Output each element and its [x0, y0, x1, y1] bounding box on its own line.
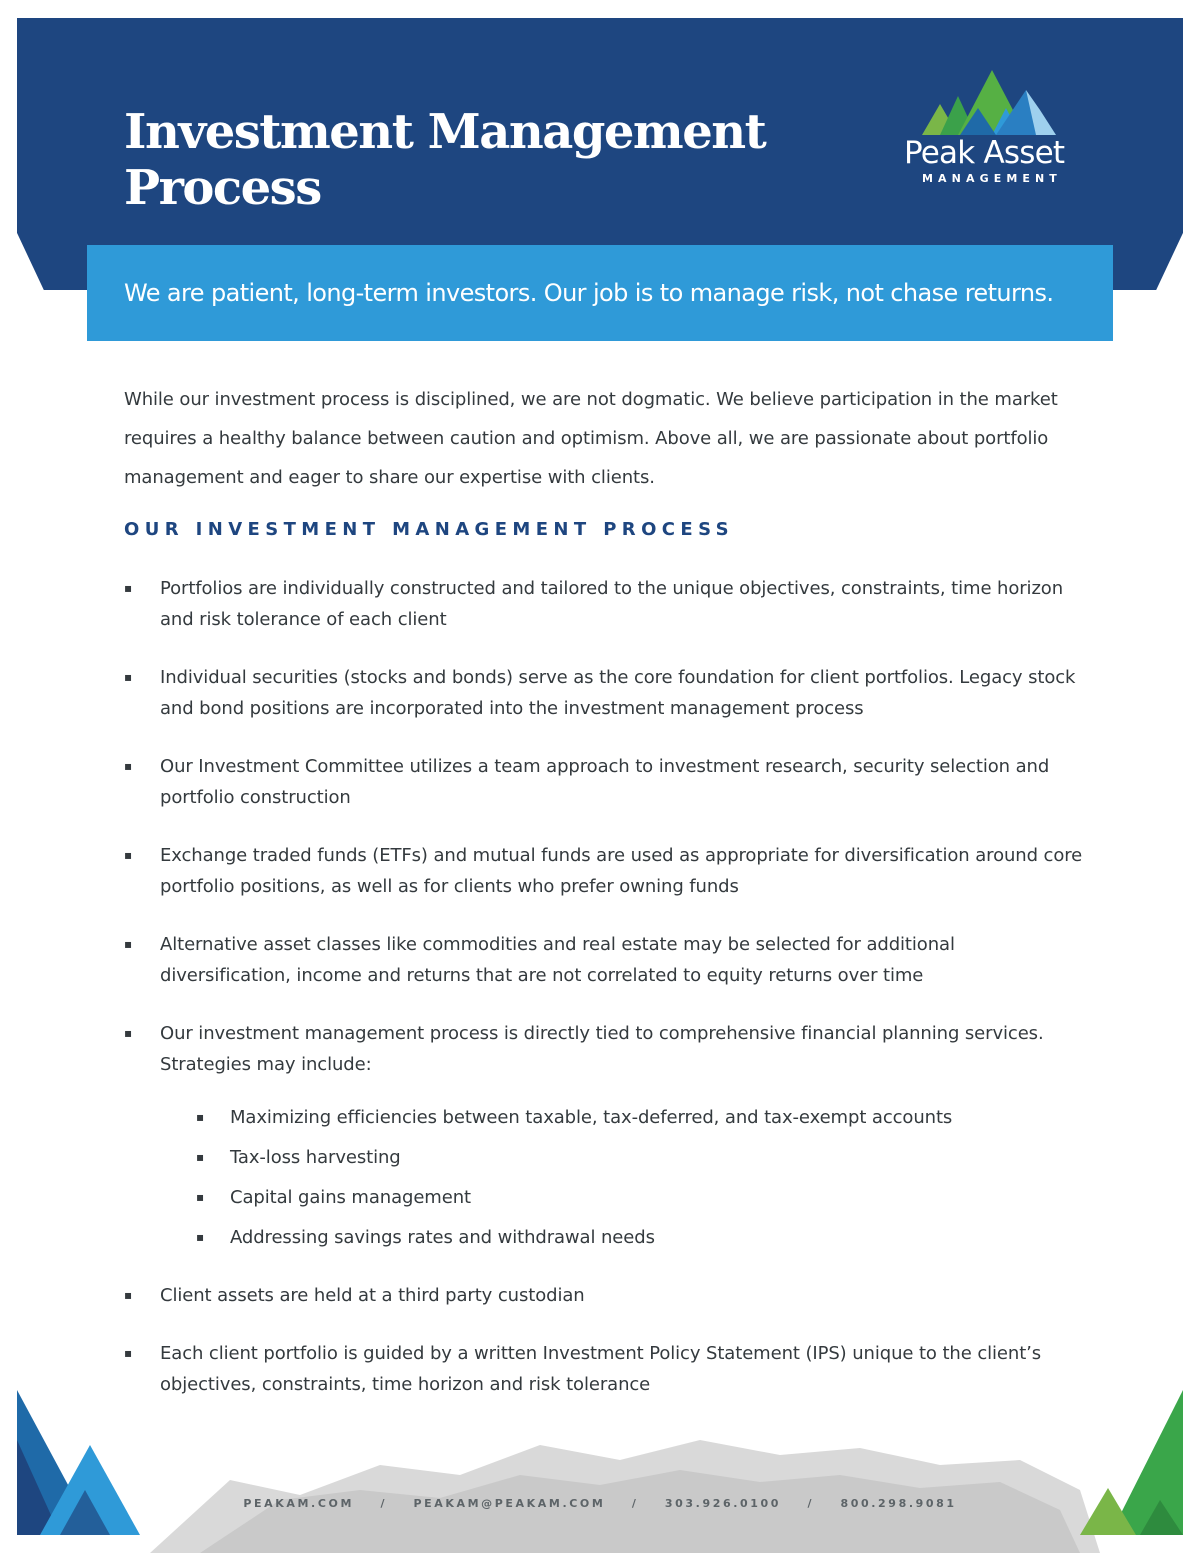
strategy-item-text: Maximizing efficiencies between taxable, tax-deferred, and tax-exempt accounts: [230, 1107, 953, 1128]
bullet-icon: ▪: [124, 581, 133, 595]
list-item-text: Our Investment Committee utilizes a team approach to investment research, security selection and portfolio construction: [160, 756, 1050, 808]
list-item-text: Portfolios are individually constructed and tailored to the unique objectives, constraints, time horizon and risk tolerance of each client: [160, 578, 1064, 630]
bullet-icon: ▪: [124, 1288, 133, 1302]
bullet-icon: ▪: [124, 670, 133, 684]
intro-paragraph: While our investment process is disciplined, we are not dogmatic. We believe participation in the market requires a healthy balance between caution and optimism. Above all, we are passionate about portfolio management and eager to share our expertise with clients.: [124, 389, 1058, 488]
list-item-text: Individual securities (stocks and bonds) serve as the core foundation for client portfolios. Legacy stock and bond positions are incorporated into the investment management process: [160, 667, 1076, 719]
logo-wordmark: Peak Asset: [904, 135, 1065, 171]
footer-contact: [0, 1497, 1200, 1510]
list-item-text: Our investment management process is directly tied to comprehensive financial planning services. Strategies may include:: [160, 1023, 1044, 1075]
strategy-item-text: Addressing savings rates and withdrawal needs: [230, 1227, 655, 1248]
section-heading: OUR INVESTMENT MANAGEMENT PROCESS: [124, 519, 734, 540]
page-title: [124, 104, 765, 216]
bullet-icon: ▪: [124, 848, 133, 862]
strategy-item-text: Tax-loss harvesting: [230, 1147, 401, 1168]
tagline-bar: [87, 245, 1113, 341]
footer-separator: /: [380, 1497, 388, 1510]
list-item-text: Client assets are held at a third party custodian: [160, 1285, 585, 1306]
process-bullet-list: [124, 573, 1084, 1427]
list-item: [124, 573, 1084, 635]
list-item: [124, 1018, 1084, 1253]
list-item-text: Exchange traded funds (ETFs) and mutual funds are used as appropriate for diversification around core portfolio positions, as well as for clients who prefer owning funds: [160, 845, 1083, 897]
bullet-icon: ▪: [124, 1346, 133, 1360]
footer-phone[interactable]: 800.298.9081: [840, 1497, 957, 1510]
footer-website[interactable]: PEAKAM.COM: [243, 1497, 354, 1510]
bullet-icon: ▪: [196, 1150, 205, 1164]
bullet-icon: ▪: [196, 1190, 205, 1204]
footer-separator: /: [807, 1497, 815, 1510]
bullet-icon: ▪: [124, 759, 133, 773]
tagline-text: We are patient, long-term investors. Our job is to manage risk, not chase returns.: [124, 279, 1054, 307]
bullet-icon: ▪: [124, 1026, 133, 1040]
page-title-line1: Investment Management: [124, 104, 766, 160]
logo-subtitle: MANAGEMENT: [922, 172, 1062, 185]
bullet-icon: ▪: [124, 937, 133, 951]
bullet-icon: ▪: [196, 1230, 205, 1244]
list-item-text: Each client portfolio is guided by a written Investment Policy Statement (IPS) unique to the client’s objectives, constraints, time horizon and risk tolerance: [160, 1343, 1042, 1395]
list-item: [124, 840, 1084, 902]
footer-separator: /: [631, 1497, 639, 1510]
list-item: [124, 751, 1084, 813]
list-item-text: Alternative asset classes like commodities and real estate may be selected for additional diversification, income and returns that are not correlated to equity returns over time: [160, 934, 955, 986]
mountain-footer-graphic: [0, 1370, 1200, 1553]
page-title-line2: Process: [124, 160, 321, 216]
list-item: [124, 929, 1084, 991]
strategy-item: [160, 1222, 1084, 1253]
bullet-icon: ▪: [196, 1110, 205, 1124]
strategy-item: [160, 1142, 1084, 1173]
footer-phone[interactable]: 303.926.0100: [664, 1497, 782, 1510]
strategy-item: [160, 1102, 1084, 1133]
list-item: [124, 662, 1084, 724]
strategies-list: [160, 1102, 1084, 1253]
strategy-item: [160, 1182, 1084, 1213]
strategy-item-text: Capital gains management: [230, 1187, 471, 1208]
list-item: [124, 1280, 1084, 1311]
footer-email[interactable]: PEAKAM@PEAKAM.COM: [413, 1497, 606, 1510]
